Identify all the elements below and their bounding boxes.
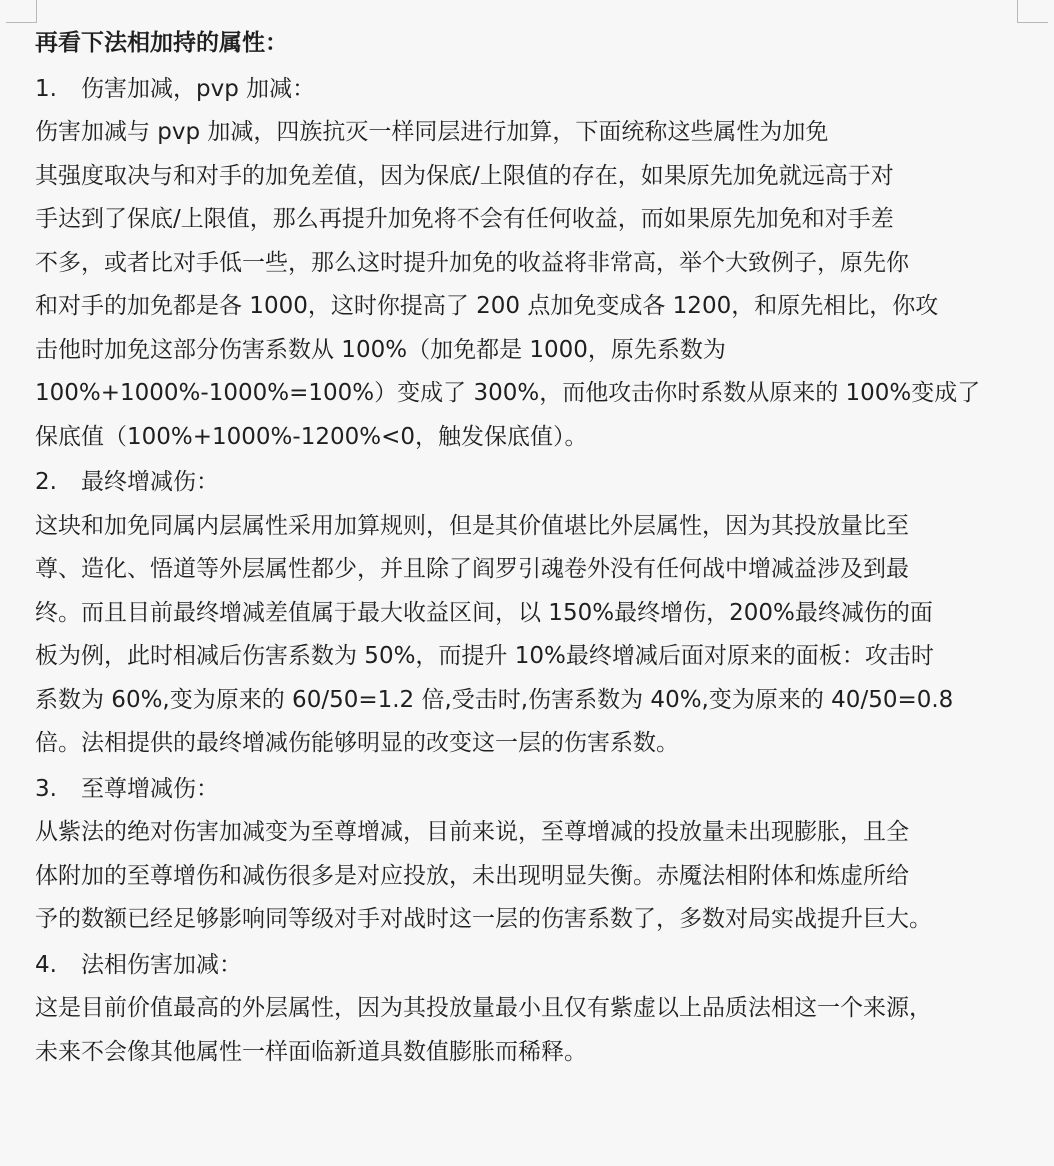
- section-heading-text: 法相伤害加减：: [81, 951, 242, 978]
- section-number: 4.: [35, 951, 57, 978]
- paragraph-line: 和对手的加免都是各 1000，这时你提高了 200 点加免变成各 1200，和原先相比，你攻: [35, 293, 939, 319]
- paragraph-line: 系数为 60%,变为原来的 60/50=1.2 倍,受击时,伤害系数为 40%,变为原来的 40/50=0.8: [35, 686, 954, 713]
- paragraph: [35, 111, 1030, 155]
- paragraph-line: 这块和加免同属内层属性采用加算规则，但是其价值堪比外层属性，因为其投放量比至: [35, 512, 909, 539]
- section-heading-text: 至尊增减伤：: [81, 775, 219, 802]
- paragraph-line: 其强度取决与和对手的加免差值，因为保底/上限值的存在，如果原先加免就远高于对: [35, 162, 894, 189]
- paragraph: [35, 987, 1030, 1074]
- paragraph-line: 板为例，此时相减后伤害系数为 50%，而提升 10%最终增减后面对原来的面板：攻击时: [35, 643, 934, 669]
- section-number: 1.: [35, 75, 57, 102]
- paragraph-line: 保底值（100%+1000%-1200%<0，触发保底值）。: [35, 423, 588, 450]
- section-heading: [35, 944, 1030, 988]
- document-body: [35, 22, 1030, 1074]
- paragraph-line: 终。而且目前最终增减差值属于最大收益区间，以 150%最终增伤，200%最终减伤的面: [35, 599, 933, 626]
- section-heading: [35, 768, 1030, 812]
- paragraph-line: 击他时加免这部分伤害系数从 100%（加免都是 1000，原先系数为: [35, 336, 726, 363]
- paragraph-line: 从紫法的绝对伤害加减变为至尊增减，目前来说，至尊增减的投放量未出现膨胀，且全: [35, 819, 909, 845]
- section-heading-text: 最终增减伤：: [81, 469, 219, 495]
- paragraph-line: 倍。法相提供的最终增减伤能够明显的改变这一层的伤害系数。: [35, 730, 679, 756]
- crop-mark-right: [1017, 0, 1048, 23]
- paragraph: [35, 811, 1030, 942]
- paragraph-line: 不多，或者比对手低一些，那么这时提升加免的收益将非常高，举个大致例子，原先你: [35, 249, 909, 276]
- section-number: 2.: [35, 469, 57, 495]
- section-number: 3.: [35, 775, 57, 802]
- paragraph-line: 这是目前价值最高的外层属性，因为其投放量最小且仅有紫虚以上品质法相这一个来源，: [35, 995, 932, 1021]
- paragraph-line: 手达到了保底/上限值，那么再提升加免将不会有任何收益，而如果原先加免和对手差: [35, 206, 894, 232]
- paragraph: [35, 155, 1030, 460]
- document-title: 再看下法相加持的属性：: [35, 30, 288, 56]
- paragraph-line: 伤害加减与 pvp 加减，四族抗灭一样同层进行加算，下面统称这些属性为加免: [35, 119, 829, 145]
- section-heading: [35, 461, 1030, 505]
- paragraph-line: 予的数额已经足够影响同等级对手对战时这一层的伤害系数了，多数对局实战提升巨大。: [35, 906, 932, 932]
- paragraph-line: 100%+1000%-1000%=100%）变成了 300%，而他攻击你时系数从原来的 100%变成了: [35, 380, 981, 406]
- paragraph: [35, 505, 1030, 766]
- crop-mark-left: [6, 0, 37, 23]
- section-heading: [35, 68, 1030, 112]
- section-heading-text: 伤害加减，pvp 加减：: [81, 75, 316, 102]
- paragraph-line: 体附加的至尊增伤和减伤很多是对应投放，未出现明显失衡。赤魇法相附体和炼虚所给: [35, 862, 909, 889]
- paragraph-line: 尊、造化、悟道等外层属性都少，并且除了阎罗引魂卷外没有任何战中增减益涉及到最: [35, 556, 909, 582]
- paragraph-line: 未来不会像其他属性一样面临新道具数值膨胀而稀释。: [35, 1038, 587, 1065]
